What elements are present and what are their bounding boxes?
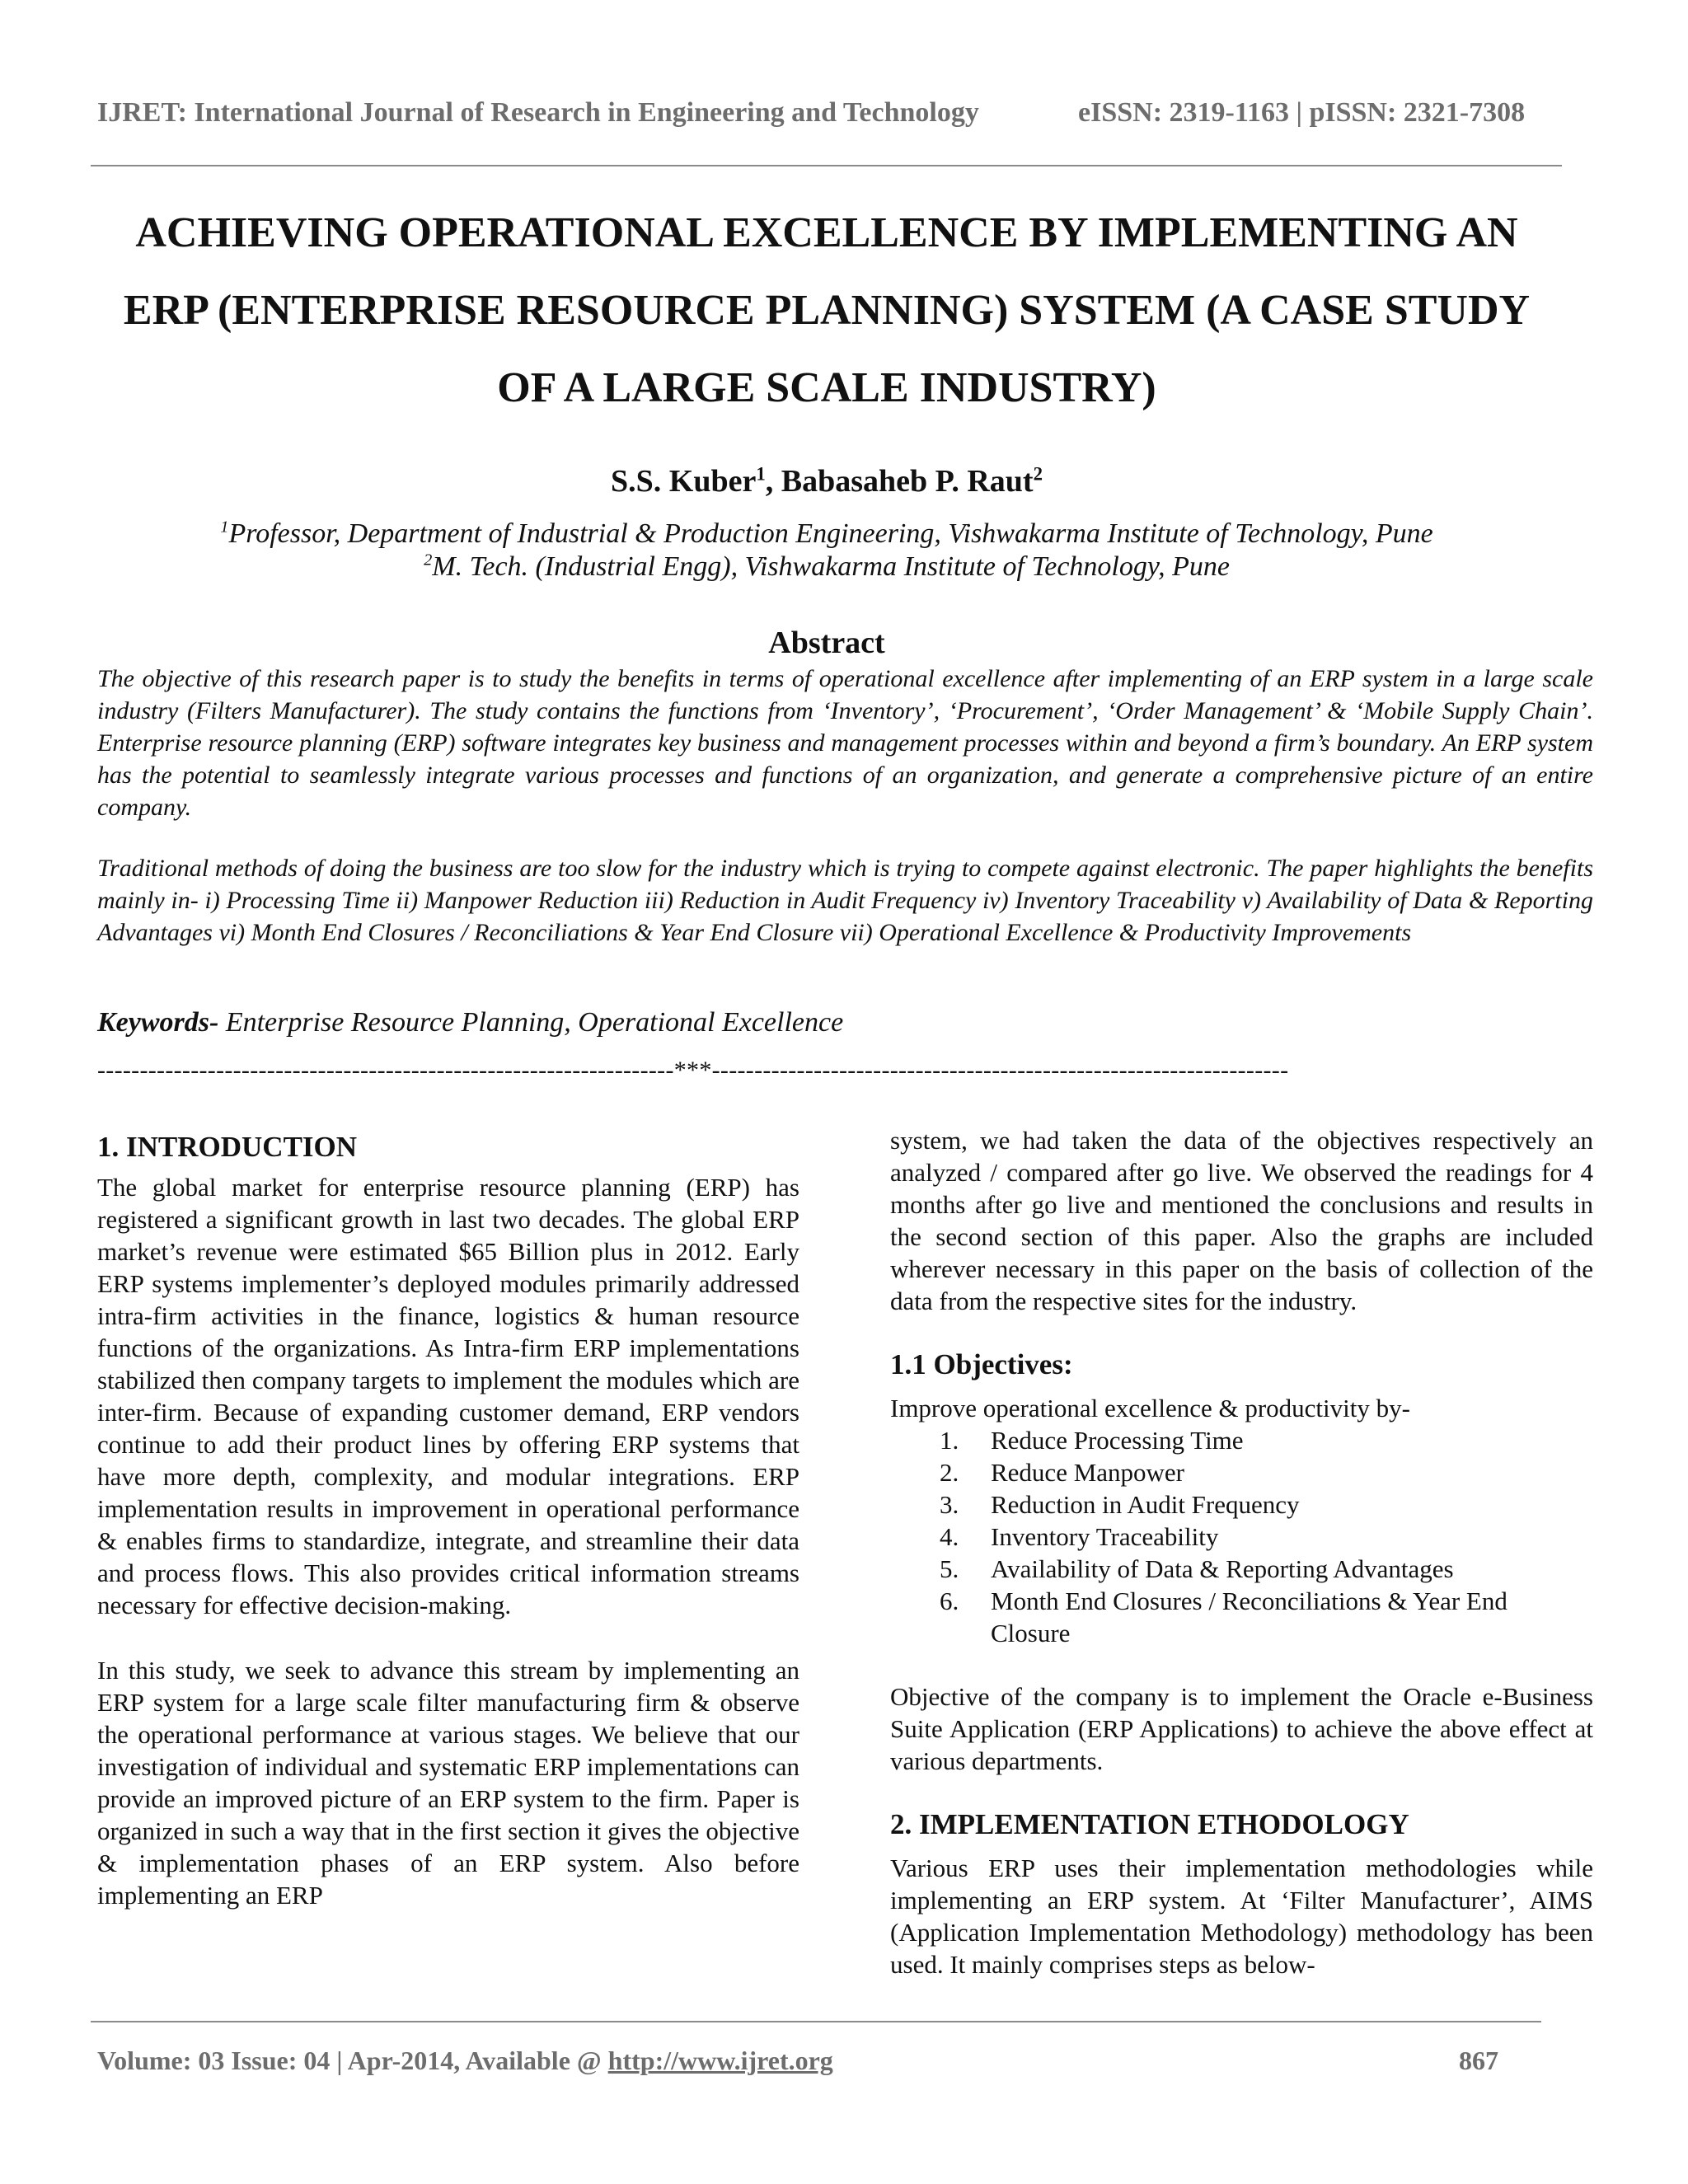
objectives-list [890,1424,1593,1649]
right-column [890,1124,1593,1980]
paper-title: ACHIEVING OPERATIONAL EXCELLENCE BY IMPLEMENTING AN ERP (ENTERPRISE RESOURCE PLANNING) SYSTEM (A CASE STUDY OF A LARGE SCALE INDUSTRY) [123,209,1531,411]
issn: eISSN: 2319-1163 | pISSN: 2321-7308 [1078,97,1526,128]
objectives-heading: 1.1 Objectives: [890,1348,1073,1380]
intro-paragraph-1: The global market for enterprise resource planning (ERP) has registered a significant growth in last two decades. The global ERP market’s revenue were estimated $65 Billion plus in 2012. Early ERP systems implementer’s deployed modules primarily addressed intra-firm activities in the finance, logistics & human resource functions of the organizations. As Intra-firm ERP implementations stabilized then company targets to implement the modules which are inter-firm. Because of expanding customer demand, ERP vendors continue to add their product lines by offering ERP systems that have more depth, complexity, and modular integrations. ERP implementation results in improvement in operational performance & enables firms to standardize, integrate, and streamline their data and process flows. This also provides critical information streams necessary for effective decision-making. [97,1173,799,1619]
abstract-paragraph-2: Traditional methods of doing the business are too slow for the industry which is trying to compete against electronic. The paper highlights the benefits mainly in- i) Processing Time ii) Manpower Reduction iii) Reduction in Audit Frequency iv) Inventory Traceability v) Availability of Data & Reporting Advantages vi) Month End Closures / Reconciliations & Year End Closure vii) Operational Excellence & Productivity Improvements [97,855,1593,946]
footer-rule [91,2021,1541,2022]
author-2-sup: 2 [1033,463,1043,485]
running-header [97,97,1556,129]
author-2: Babasaheb P. Raut [781,464,1034,499]
objective-paragraph: Objective of the company is to implement the Oracle e-Business Suite Application (ERP Applications) to achieve the above effect at various departments. [890,1682,1593,1775]
abstract-paragraph-1: The objective of this research paper is to study the benefits in terms of operational excellence after implementing of an ERP system in a large scale industry (Filters Manufacturer). The study contains the functions from ‘Inventory’, ‘Procurement’, ‘Order Management’ & ‘Mobile Supply Chain’. Enterprise resource planning (ERP) software integrates key business and management processes within and beyond a firm’s boundary. An ERP system has the potential to seamlessly integrate various processes and functions of an organization, and generate a comprehensive picture of an entire company. [97,665,1593,821]
authors [97,463,1556,499]
affiliations [97,518,1556,583]
continued-paragraph: system, we had taken the data of the objectives respectively an analyzed / compared after go live. We observed the readings for 4 months after go live and mentioned the conclusions and results in the second section of this paper. Also the graphs are included wherever necessary in this paper on the basis of collection of the data from the respective sites for the industry. [890,1126,1593,1315]
list-item: 5. Availability of Data & Reporting Advantages [940,1554,1454,1583]
list-item: 4. Inventory Traceability [940,1522,1219,1551]
header-rule [91,165,1562,166]
page-footer [97,2046,1498,2076]
journal-link[interactable]: http://www.ijret.org [607,2046,833,2075]
author-1: S.S. Kuber [611,464,757,499]
keywords-label: Keywords- [97,1007,219,1038]
abstract-heading: Abstract [768,626,885,660]
left-column [97,1131,799,1911]
objectives-intro: Improve operational excellence & productivity by- [890,1394,1410,1422]
intro-heading: 1. INTRODUCTION [97,1131,358,1163]
list-item: 1. Reduce Processing Time [940,1426,1244,1455]
section-separator: --------------------------------------------------------------------***-------------------------------------------------------------------- [97,1057,1289,1084]
keywords-text: Enterprise Resource Planning, Operational Excellence [218,1007,844,1038]
intro-paragraph-2: In this study, we seek to advance this stream by implementing an ERP system for a large scale filter manufacturing firm & observe the operational performance at various stages. We believe that our investigation of individual and systematic ERP implementations can provide an improved picture of an ERP system to the firm. Paper is organized in such a way that in the first section it gives the objective & implementation phases of an ERP system. Also before implementing an ERP [97,1656,799,1910]
list-item: 2. Reduce Manpower [940,1458,1184,1487]
affiliation-2: $^2$M. Tech. (Industrial Engg), Vishwakarma Institute of Technology, Pune [424,551,1230,582]
author-1-sup: 1 [756,463,766,485]
keywords [97,1007,1556,1038]
list-item: 3. Reduction in Audit Frequency [940,1490,1300,1519]
implementation-heading: 2. IMPLEMENTATION ETHODOLOGY [890,1808,1409,1840]
page-number: 867 [1459,2046,1498,2075]
list-item: 6. Month End Closures / Reconciliations & Year End Closure [940,1586,1507,1647]
implementation-paragraph: Various ERP uses their implementation methodologies while implementing an ERP system. At ‘Filter Manufacturer’, AIMS (Application Implementation Methodology) methodology has been used. It mainly comprises steps as below- [890,1854,1593,1979]
journal-name: IJRET: International Journal of Research in Engineering and Technology [97,97,979,128]
footer-volume: Volume: 03 Issue: 04 | Apr-2014, Available @ [97,2046,608,2075]
affiliation-1: $^1$Professor, Department of Industrial & Production Engineering, Vishwakarma Institute of Technology, Pune [220,518,1433,549]
author-separator: , [765,464,781,499]
